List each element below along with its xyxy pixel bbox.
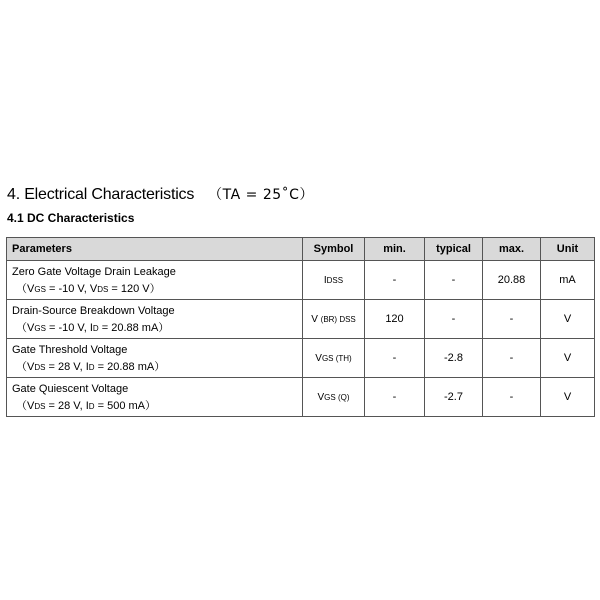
param-name: Drain-Source Breakdown Voltage [12, 305, 175, 317]
unit-cell: V [541, 378, 595, 417]
header-typical: typical [425, 238, 483, 261]
max-cell: - [483, 300, 541, 339]
unit-cell: V [541, 339, 595, 378]
symbol-cell: VGS (TH) [303, 339, 365, 378]
param-name: Gate Quiescent Voltage [12, 383, 129, 395]
param-cell [7, 261, 303, 300]
max-cell: - [483, 378, 541, 417]
typical-cell: -2.7 [425, 378, 483, 417]
min-cell: - [365, 261, 425, 300]
dc-characteristics-table [6, 237, 595, 417]
symbol-cell: VGS (Q) [303, 378, 365, 417]
header-min: min. [365, 238, 425, 261]
header-parameters: Parameters [7, 238, 303, 261]
table-row [7, 300, 595, 339]
min-cell: 120 [365, 300, 425, 339]
max-cell: 20.88 [483, 261, 541, 300]
unit-cell: V [541, 300, 595, 339]
table-row [7, 261, 595, 300]
param-cell [7, 378, 303, 417]
typical-cell: -2.8 [425, 339, 483, 378]
typical-cell: - [425, 261, 483, 300]
section-title [7, 184, 314, 204]
param-condition: （VDS = 28 V, ID = 500 mA） [16, 400, 157, 412]
min-cell: - [365, 339, 425, 378]
table-header-row [7, 238, 595, 261]
symbol-cell: IDSS [303, 261, 365, 300]
param-cell [7, 300, 303, 339]
unit-cell: mA [541, 261, 595, 300]
section-condition: （TA = 25˚C） [208, 187, 314, 203]
table-row [7, 378, 595, 417]
param-cell [7, 339, 303, 378]
param-condition: （VGS = -10 V, ID = 20.88 mA） [16, 322, 170, 334]
param-name: Zero Gate Voltage Drain Leakage [12, 266, 176, 278]
min-cell: - [365, 378, 425, 417]
table-row [7, 339, 595, 378]
section-title-text: 4. Electrical Characteristics [7, 186, 195, 203]
header-symbol: Symbol [303, 238, 365, 261]
max-cell: - [483, 339, 541, 378]
subsection-title: 4.1 DC Characteristics [7, 211, 135, 225]
param-condition: （VDS = 28 V, ID = 20.88 mA） [16, 361, 166, 373]
header-unit: Unit [541, 238, 595, 261]
param-name: Gate Threshold Voltage [12, 344, 128, 356]
typical-cell: - [425, 300, 483, 339]
header-max: max. [483, 238, 541, 261]
param-condition: （VGS = -10 V, VDS = 120 V） [16, 283, 161, 295]
symbol-cell: V (BR) DSS [303, 300, 365, 339]
